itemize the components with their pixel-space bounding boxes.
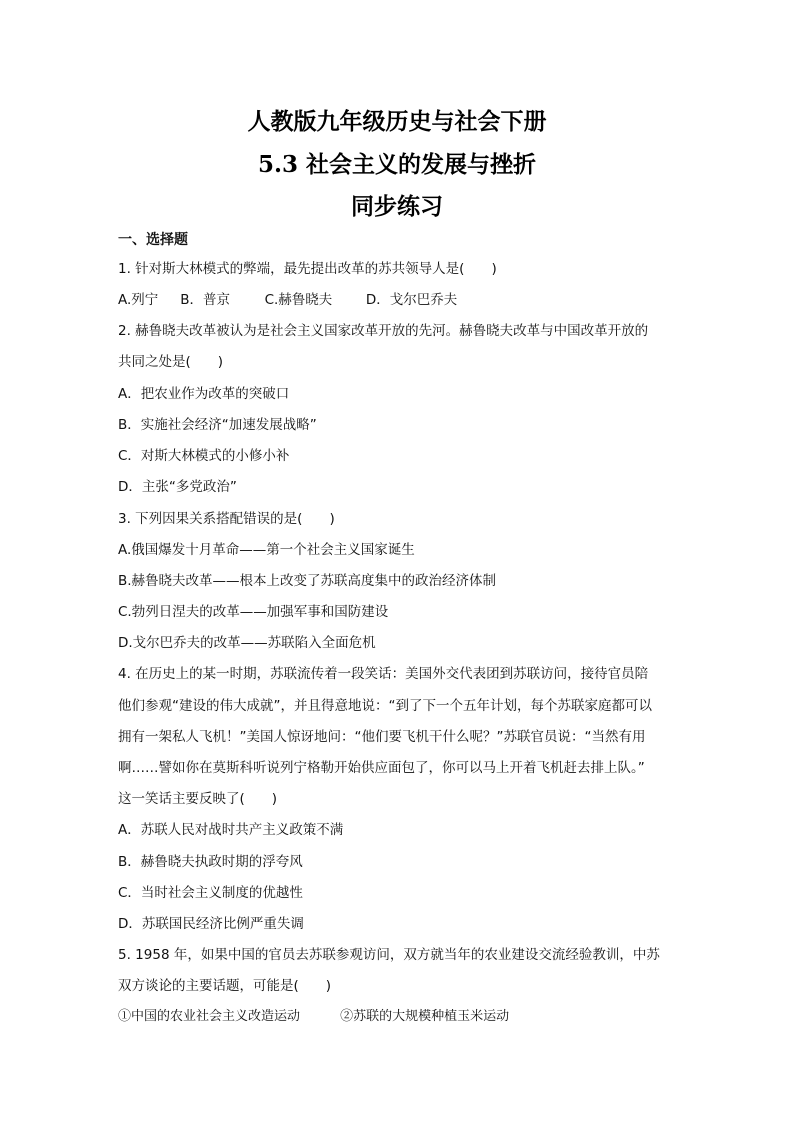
question-2-stem: 2. 赫鲁晓夫改革被认为是社会主义国家改革开放的先河。赫鲁晓夫改革与中国改革开放的 bbox=[118, 323, 649, 339]
question-4-stem-line: 拥有一架私人飞机！”美国人惊讶地问：“他们要飞机干什么呢？”苏联官员说：“当然有用 bbox=[118, 729, 646, 745]
question-4-option-d: D．苏联国民经济比例严重失调 bbox=[118, 916, 304, 932]
question-1-options bbox=[118, 291, 457, 309]
doc-heading: 同步练习 bbox=[351, 193, 443, 220]
question-2-stem-cont: 共同之处是( ) bbox=[118, 354, 224, 370]
item-2: ②苏联的大规模种植玉米运动 bbox=[340, 1009, 510, 1024]
question-3-stem: 3. 下列因果关系搭配错误的是( ) bbox=[118, 511, 335, 527]
section-heading: 一、选择题 bbox=[118, 232, 188, 248]
question-4-stem-line: 这一笑话主要反映了( ) bbox=[118, 791, 278, 807]
question-4-stem-line: 啊……譬如你在莫斯科听说列宁格勒开始供应面包了，你可以马上开着飞机赶去排上队。” bbox=[118, 760, 645, 776]
question-1-stem: 1. 针对斯大林模式的弊端，最先提出改革的苏共领导人是( ) bbox=[118, 261, 497, 277]
question-4-stem-line: 他们参观“建设的伟大成就”，并且得意地说：“到了下一个五年计划，每个苏联家庭都可以 bbox=[118, 698, 652, 714]
question-3-option-c: C.勃列日涅夫的改革——加强军事和国防建设 bbox=[118, 604, 389, 620]
question-2-option-a: A．把农业作为改革的突破口 bbox=[118, 386, 290, 402]
question-4-stem-line: 4. 在历史上的某一时期，苏联流传着一段笑话：美国外交代表团到苏联访问，接待官员陪 bbox=[118, 666, 649, 682]
question-5-stem: 5. 1958 年，如果中国的官员去苏联参观访问，双方就当年的农业建设交流经验教训，中苏 bbox=[118, 947, 660, 963]
question-4-option-a: A．苏联人民对战时共产主义政策不满 bbox=[118, 822, 344, 838]
option-a: A.列宁 bbox=[118, 292, 159, 308]
option-d: D．戈尔巴乔夫 bbox=[365, 292, 458, 308]
doc-title: 人教版九年级历史与社会下册 bbox=[247, 108, 547, 135]
question-2-option-b: B．实施社会经济“加速发展战略” bbox=[118, 417, 317, 433]
question-2-option-d: D．主张“多党政治” bbox=[118, 479, 237, 495]
question-5-items bbox=[118, 1008, 509, 1026]
question-3-option-d: D.戈尔巴乔夫的改革——苏联陷入全面危机 bbox=[118, 635, 376, 651]
question-3-option-a: A.俄国爆发十月革命——第一个社会主义国家诞生 bbox=[118, 542, 415, 558]
option-c: C.赫鲁晓夫 bbox=[264, 292, 333, 308]
question-3-option-b: B.赫鲁晓夫改革——根本上改变了苏联高度集中的政治经济体制 bbox=[118, 573, 497, 589]
question-4-option-c: C．当时社会主义制度的优越性 bbox=[118, 885, 303, 901]
question-4-option-b: B．赫鲁晓夫执政时期的浮夸风 bbox=[118, 854, 303, 870]
question-2-option-c: C．对斯大林模式的小修小补 bbox=[118, 448, 290, 464]
option-b: B．普京 bbox=[180, 292, 231, 308]
item-1: ①中国的农业社会主义改造运动 bbox=[118, 1009, 301, 1024]
doc-subtitle: 5.3 社会主义的发展与挫折 bbox=[257, 151, 537, 178]
question-5-stem-cont: 双方谈论的主要话题，可能是( ) bbox=[118, 978, 332, 994]
